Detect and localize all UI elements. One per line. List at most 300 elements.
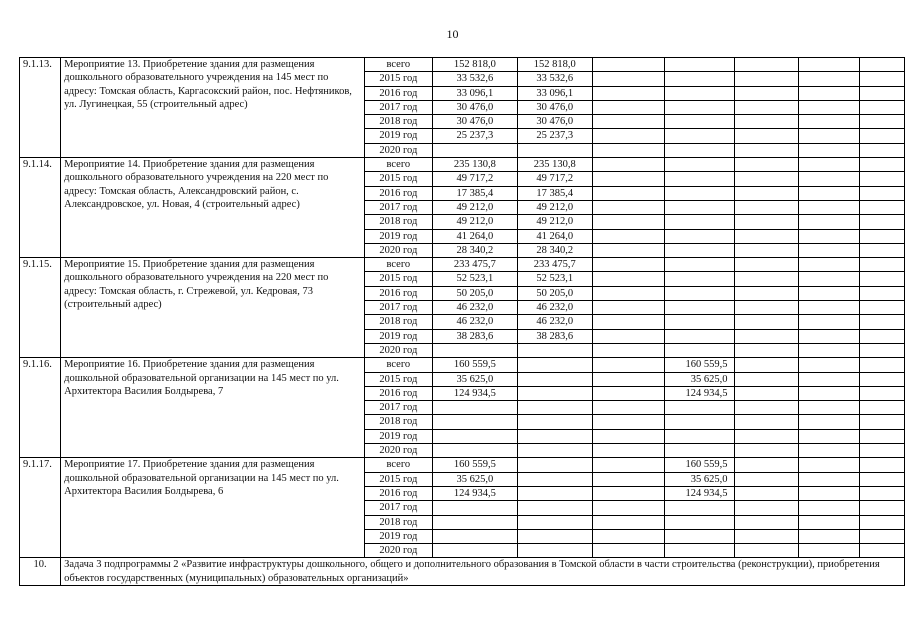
- year-cell: 2019 год: [364, 129, 432, 143]
- empty-cell: [592, 286, 665, 300]
- year-cell: 2017 год: [364, 401, 432, 415]
- year-cell: 2016 год: [364, 486, 432, 500]
- empty-cell: [859, 200, 904, 214]
- empty-cell: [734, 200, 799, 214]
- empty-cell: [799, 501, 859, 515]
- empty-cell: [734, 401, 799, 415]
- other-source-cell: 124 934,5: [665, 386, 734, 400]
- federal-cell: [517, 401, 592, 415]
- empty-cell: [592, 243, 665, 257]
- other-source-cell: [665, 286, 734, 300]
- empty-cell: [859, 401, 904, 415]
- other-source-cell: [665, 158, 734, 172]
- item-code: 9.1.13.: [20, 58, 61, 158]
- federal-cell: [517, 429, 592, 443]
- federal-cell: 49 717,2: [517, 172, 592, 186]
- empty-cell: [592, 58, 665, 72]
- item-title: Мероприятие 17. Приобретение здания для размещения дошкольной образовательной организации на 145 мест по ул. Архитектора Василия Болдырева, 6: [61, 458, 365, 558]
- empty-cell: [859, 444, 904, 458]
- year-cell: 2017 год: [364, 301, 432, 315]
- federal-cell: [517, 143, 592, 157]
- other-source-cell: [665, 444, 734, 458]
- empty-cell: [592, 401, 665, 415]
- empty-cell: [734, 301, 799, 315]
- year-cell: всего: [364, 258, 432, 272]
- table-row: [20, 258, 905, 272]
- item-code: 9.1.16.: [20, 358, 61, 458]
- other-source-cell: [665, 315, 734, 329]
- year-cell: 2015 год: [364, 172, 432, 186]
- empty-cell: [799, 258, 859, 272]
- empty-cell: [592, 386, 665, 400]
- federal-cell: 50 205,0: [517, 286, 592, 300]
- other-source-cell: [665, 329, 734, 343]
- empty-cell: [859, 415, 904, 429]
- item-title: Мероприятие 15. Приобретение здания для размещения дошкольного образовательного учреждения на 220 мест по адресу: Томская область, г. Стрежевой, ул. Кедровая, 73 (строительный адрес): [61, 258, 365, 358]
- empty-cell: [859, 158, 904, 172]
- empty-cell: [799, 158, 859, 172]
- total-cell: 124 934,5: [432, 486, 517, 500]
- empty-cell: [859, 100, 904, 114]
- federal-cell: [517, 544, 592, 558]
- total-cell: [432, 444, 517, 458]
- total-cell: 25 237,3: [432, 129, 517, 143]
- total-cell: 41 264,0: [432, 229, 517, 243]
- empty-cell: [799, 529, 859, 543]
- empty-cell: [859, 72, 904, 86]
- empty-cell: [592, 486, 665, 500]
- year-cell: всего: [364, 158, 432, 172]
- year-cell: 2015 год: [364, 372, 432, 386]
- year-cell: 2019 год: [364, 329, 432, 343]
- empty-cell: [859, 286, 904, 300]
- empty-cell: [799, 444, 859, 458]
- year-cell: 2020 год: [364, 544, 432, 558]
- empty-cell: [799, 229, 859, 243]
- item-code: 9.1.14.: [20, 158, 61, 258]
- other-source-cell: [665, 258, 734, 272]
- table-row: [20, 458, 905, 472]
- empty-cell: [799, 415, 859, 429]
- empty-cell: [592, 358, 665, 372]
- empty-cell: [734, 272, 799, 286]
- year-cell: 2020 год: [364, 243, 432, 257]
- total-cell: 38 283,6: [432, 329, 517, 343]
- empty-cell: [734, 343, 799, 357]
- task-text: Задача 3 подпрограммы 2 «Развитие инфраструктуры дошкольного, общего и дополнительного образования в Томской области в части строительства (реконструкции), приобретения объектов государственных (муниципальных) образовательных организаций»: [61, 558, 905, 586]
- empty-cell: [734, 129, 799, 143]
- empty-cell: [799, 544, 859, 558]
- empty-cell: [734, 315, 799, 329]
- empty-cell: [592, 72, 665, 86]
- other-source-cell: [665, 529, 734, 543]
- year-cell: 2018 год: [364, 315, 432, 329]
- item-code: 9.1.15.: [20, 258, 61, 358]
- empty-cell: [734, 286, 799, 300]
- table-row: [20, 358, 905, 372]
- total-cell: 160 559,5: [432, 458, 517, 472]
- total-cell: 28 340,2: [432, 243, 517, 257]
- other-source-cell: [665, 100, 734, 114]
- empty-cell: [734, 458, 799, 472]
- empty-cell: [859, 343, 904, 357]
- empty-cell: [799, 286, 859, 300]
- year-cell: 2016 год: [364, 386, 432, 400]
- empty-cell: [859, 129, 904, 143]
- federal-cell: 25 237,3: [517, 129, 592, 143]
- total-cell: [432, 515, 517, 529]
- empty-cell: [592, 343, 665, 357]
- other-source-cell: [665, 115, 734, 129]
- empty-cell: [799, 200, 859, 214]
- other-source-cell: [665, 129, 734, 143]
- empty-cell: [592, 258, 665, 272]
- year-cell: 2018 год: [364, 415, 432, 429]
- empty-cell: [859, 315, 904, 329]
- federal-cell: [517, 444, 592, 458]
- year-cell: 2017 год: [364, 200, 432, 214]
- empty-cell: [799, 358, 859, 372]
- other-source-cell: [665, 172, 734, 186]
- empty-cell: [734, 58, 799, 72]
- total-cell: 35 625,0: [432, 372, 517, 386]
- empty-cell: [799, 329, 859, 343]
- total-cell: [432, 429, 517, 443]
- other-source-cell: [665, 186, 734, 200]
- empty-cell: [799, 129, 859, 143]
- federal-cell: [517, 501, 592, 515]
- federal-cell: 52 523,1: [517, 272, 592, 286]
- empty-cell: [734, 429, 799, 443]
- empty-cell: [799, 58, 859, 72]
- year-cell: 2015 год: [364, 272, 432, 286]
- empty-cell: [592, 529, 665, 543]
- empty-cell: [592, 143, 665, 157]
- empty-cell: [859, 515, 904, 529]
- empty-cell: [859, 58, 904, 72]
- federal-cell: 46 232,0: [517, 301, 592, 315]
- other-source-cell: [665, 544, 734, 558]
- empty-cell: [592, 544, 665, 558]
- empty-cell: [734, 158, 799, 172]
- total-cell: 49 212,0: [432, 200, 517, 214]
- empty-cell: [734, 358, 799, 372]
- total-cell: [432, 529, 517, 543]
- empty-cell: [734, 415, 799, 429]
- empty-cell: [799, 143, 859, 157]
- year-cell: 2016 год: [364, 286, 432, 300]
- other-source-cell: [665, 401, 734, 415]
- empty-cell: [799, 386, 859, 400]
- empty-cell: [734, 515, 799, 529]
- year-cell: 2020 год: [364, 444, 432, 458]
- other-source-cell: [665, 200, 734, 214]
- other-source-cell: [665, 229, 734, 243]
- empty-cell: [592, 415, 665, 429]
- empty-cell: [734, 215, 799, 229]
- empty-cell: [859, 86, 904, 100]
- empty-cell: [859, 486, 904, 500]
- total-cell: [432, 143, 517, 157]
- empty-cell: [859, 358, 904, 372]
- federal-cell: [517, 486, 592, 500]
- empty-cell: [734, 472, 799, 486]
- empty-cell: [799, 343, 859, 357]
- total-cell: [432, 501, 517, 515]
- total-cell: 46 232,0: [432, 301, 517, 315]
- empty-cell: [799, 272, 859, 286]
- federal-cell: [517, 472, 592, 486]
- empty-cell: [859, 143, 904, 157]
- federal-cell: 49 212,0: [517, 215, 592, 229]
- empty-cell: [799, 186, 859, 200]
- empty-cell: [734, 100, 799, 114]
- empty-cell: [799, 301, 859, 315]
- empty-cell: [734, 386, 799, 400]
- other-source-cell: 124 934,5: [665, 486, 734, 500]
- empty-cell: [592, 100, 665, 114]
- empty-cell: [592, 329, 665, 343]
- total-cell: 17 385,4: [432, 186, 517, 200]
- empty-cell: [592, 301, 665, 315]
- other-source-cell: [665, 343, 734, 357]
- empty-cell: [592, 86, 665, 100]
- other-source-cell: 160 559,5: [665, 358, 734, 372]
- other-source-cell: [665, 415, 734, 429]
- empty-cell: [734, 329, 799, 343]
- empty-cell: [734, 258, 799, 272]
- empty-cell: [592, 501, 665, 515]
- empty-cell: [799, 172, 859, 186]
- empty-cell: [799, 100, 859, 114]
- empty-cell: [859, 544, 904, 558]
- empty-cell: [592, 215, 665, 229]
- empty-cell: [859, 115, 904, 129]
- empty-cell: [592, 515, 665, 529]
- total-cell: [432, 415, 517, 429]
- federal-cell: [517, 529, 592, 543]
- federal-cell: [517, 515, 592, 529]
- federal-cell: 33 096,1: [517, 86, 592, 100]
- year-cell: 2017 год: [364, 100, 432, 114]
- empty-cell: [859, 186, 904, 200]
- empty-cell: [799, 515, 859, 529]
- other-source-cell: 35 625,0: [665, 472, 734, 486]
- empty-cell: [799, 215, 859, 229]
- federal-cell: 49 212,0: [517, 200, 592, 214]
- federal-cell: 233 475,7: [517, 258, 592, 272]
- empty-cell: [734, 115, 799, 129]
- empty-cell: [799, 115, 859, 129]
- total-cell: 235 130,8: [432, 158, 517, 172]
- year-cell: 2015 год: [364, 472, 432, 486]
- empty-cell: [592, 115, 665, 129]
- total-cell: 50 205,0: [432, 286, 517, 300]
- other-source-cell: [665, 301, 734, 315]
- empty-cell: [734, 544, 799, 558]
- page-number: 10: [446, 27, 459, 41]
- empty-cell: [734, 243, 799, 257]
- empty-cell: [799, 86, 859, 100]
- empty-cell: [859, 229, 904, 243]
- empty-cell: [734, 186, 799, 200]
- empty-cell: [859, 272, 904, 286]
- total-cell: 33 532,6: [432, 72, 517, 86]
- empty-cell: [734, 529, 799, 543]
- empty-cell: [859, 429, 904, 443]
- empty-cell: [592, 472, 665, 486]
- empty-cell: [859, 372, 904, 386]
- task-code: 10.: [20, 558, 61, 586]
- empty-cell: [734, 72, 799, 86]
- year-cell: 2020 год: [364, 143, 432, 157]
- other-source-cell: [665, 272, 734, 286]
- year-cell: всего: [364, 358, 432, 372]
- year-cell: 2016 год: [364, 186, 432, 200]
- total-cell: [432, 401, 517, 415]
- federal-cell: 30 476,0: [517, 100, 592, 114]
- empty-cell: [592, 229, 665, 243]
- empty-cell: [859, 301, 904, 315]
- federal-cell: 235 130,8: [517, 158, 592, 172]
- empty-cell: [592, 429, 665, 443]
- federal-cell: [517, 343, 592, 357]
- year-cell: 2019 год: [364, 429, 432, 443]
- total-cell: [432, 544, 517, 558]
- other-source-cell: 35 625,0: [665, 372, 734, 386]
- total-cell: 35 625,0: [432, 472, 517, 486]
- federal-cell: 38 283,6: [517, 329, 592, 343]
- empty-cell: [799, 372, 859, 386]
- item-title: Мероприятие 14. Приобретение здания для размещения дошкольного образовательного учреждения на 220 мест по адресу: Томская область, Александровский район, с. Александровское, ул. Новая, 4 (строительный адрес): [61, 158, 365, 258]
- year-cell: 2019 год: [364, 529, 432, 543]
- other-source-cell: [665, 143, 734, 157]
- empty-cell: [734, 486, 799, 500]
- empty-cell: [592, 158, 665, 172]
- empty-cell: [799, 486, 859, 500]
- federal-cell: [517, 358, 592, 372]
- empty-cell: [859, 258, 904, 272]
- other-source-cell: [665, 501, 734, 515]
- federal-cell: [517, 458, 592, 472]
- table-row: [20, 158, 905, 172]
- empty-cell: [734, 501, 799, 515]
- empty-cell: [859, 386, 904, 400]
- empty-cell: [799, 458, 859, 472]
- year-cell: 2016 год: [364, 86, 432, 100]
- federal-cell: [517, 372, 592, 386]
- federal-cell: 33 532,6: [517, 72, 592, 86]
- total-cell: 49 212,0: [432, 215, 517, 229]
- year-cell: 2015 год: [364, 72, 432, 86]
- total-cell: 160 559,5: [432, 358, 517, 372]
- empty-cell: [799, 315, 859, 329]
- item-title: Мероприятие 16. Приобретение здания для размещения дошкольной образовательной организации на 145 мест по ул. Архитектора Василия Болдырева, 7: [61, 358, 365, 458]
- empty-cell: [734, 372, 799, 386]
- total-cell: 30 476,0: [432, 100, 517, 114]
- empty-cell: [734, 444, 799, 458]
- empty-cell: [859, 472, 904, 486]
- empty-cell: [592, 200, 665, 214]
- empty-cell: [734, 86, 799, 100]
- federal-cell: 152 818,0: [517, 58, 592, 72]
- empty-cell: [859, 501, 904, 515]
- other-source-cell: [665, 58, 734, 72]
- year-cell: 2019 год: [364, 229, 432, 243]
- federal-cell: 30 476,0: [517, 115, 592, 129]
- other-source-cell: [665, 72, 734, 86]
- empty-cell: [734, 172, 799, 186]
- empty-cell: [859, 458, 904, 472]
- other-source-cell: [665, 429, 734, 443]
- other-source-cell: 160 559,5: [665, 458, 734, 472]
- federal-cell: 17 385,4: [517, 186, 592, 200]
- empty-cell: [859, 529, 904, 543]
- other-source-cell: [665, 86, 734, 100]
- federal-cell: 41 264,0: [517, 229, 592, 243]
- other-source-cell: [665, 215, 734, 229]
- other-source-cell: [665, 515, 734, 529]
- year-cell: 2017 год: [364, 501, 432, 515]
- empty-cell: [859, 329, 904, 343]
- table-row: [20, 58, 905, 72]
- budget-table: [19, 57, 905, 586]
- empty-cell: [799, 401, 859, 415]
- empty-cell: [592, 315, 665, 329]
- empty-cell: [859, 215, 904, 229]
- empty-cell: [592, 129, 665, 143]
- empty-cell: [799, 429, 859, 443]
- total-cell: 30 476,0: [432, 115, 517, 129]
- empty-cell: [592, 186, 665, 200]
- empty-cell: [799, 72, 859, 86]
- empty-cell: [859, 172, 904, 186]
- year-cell: 2020 год: [364, 343, 432, 357]
- total-cell: 33 096,1: [432, 86, 517, 100]
- empty-cell: [592, 372, 665, 386]
- total-cell: 52 523,1: [432, 272, 517, 286]
- total-cell: [432, 343, 517, 357]
- year-cell: всего: [364, 458, 432, 472]
- federal-cell: [517, 415, 592, 429]
- year-cell: 2018 год: [364, 115, 432, 129]
- federal-cell: 46 232,0: [517, 315, 592, 329]
- empty-cell: [734, 229, 799, 243]
- item-code: 9.1.17.: [20, 458, 61, 558]
- other-source-cell: [665, 243, 734, 257]
- task-row: [20, 558, 905, 586]
- total-cell: 233 475,7: [432, 258, 517, 272]
- year-cell: 2018 год: [364, 215, 432, 229]
- empty-cell: [592, 444, 665, 458]
- total-cell: 46 232,0: [432, 315, 517, 329]
- item-title: Мероприятие 13. Приобретение здания для размещения дошкольного образовательного учреждения на 145 мест по адресу: Томская область, Каргасокский район, пос. Нефтяников, ул. Лугинецкая, 55 (строительный адрес): [61, 58, 365, 158]
- federal-cell: 28 340,2: [517, 243, 592, 257]
- empty-cell: [734, 143, 799, 157]
- empty-cell: [592, 458, 665, 472]
- empty-cell: [592, 272, 665, 286]
- total-cell: 49 717,2: [432, 172, 517, 186]
- empty-cell: [859, 243, 904, 257]
- empty-cell: [799, 472, 859, 486]
- year-cell: всего: [364, 58, 432, 72]
- federal-cell: [517, 386, 592, 400]
- total-cell: 152 818,0: [432, 58, 517, 72]
- empty-cell: [799, 243, 859, 257]
- year-cell: 2018 год: [364, 515, 432, 529]
- empty-cell: [592, 172, 665, 186]
- total-cell: 124 934,5: [432, 386, 517, 400]
